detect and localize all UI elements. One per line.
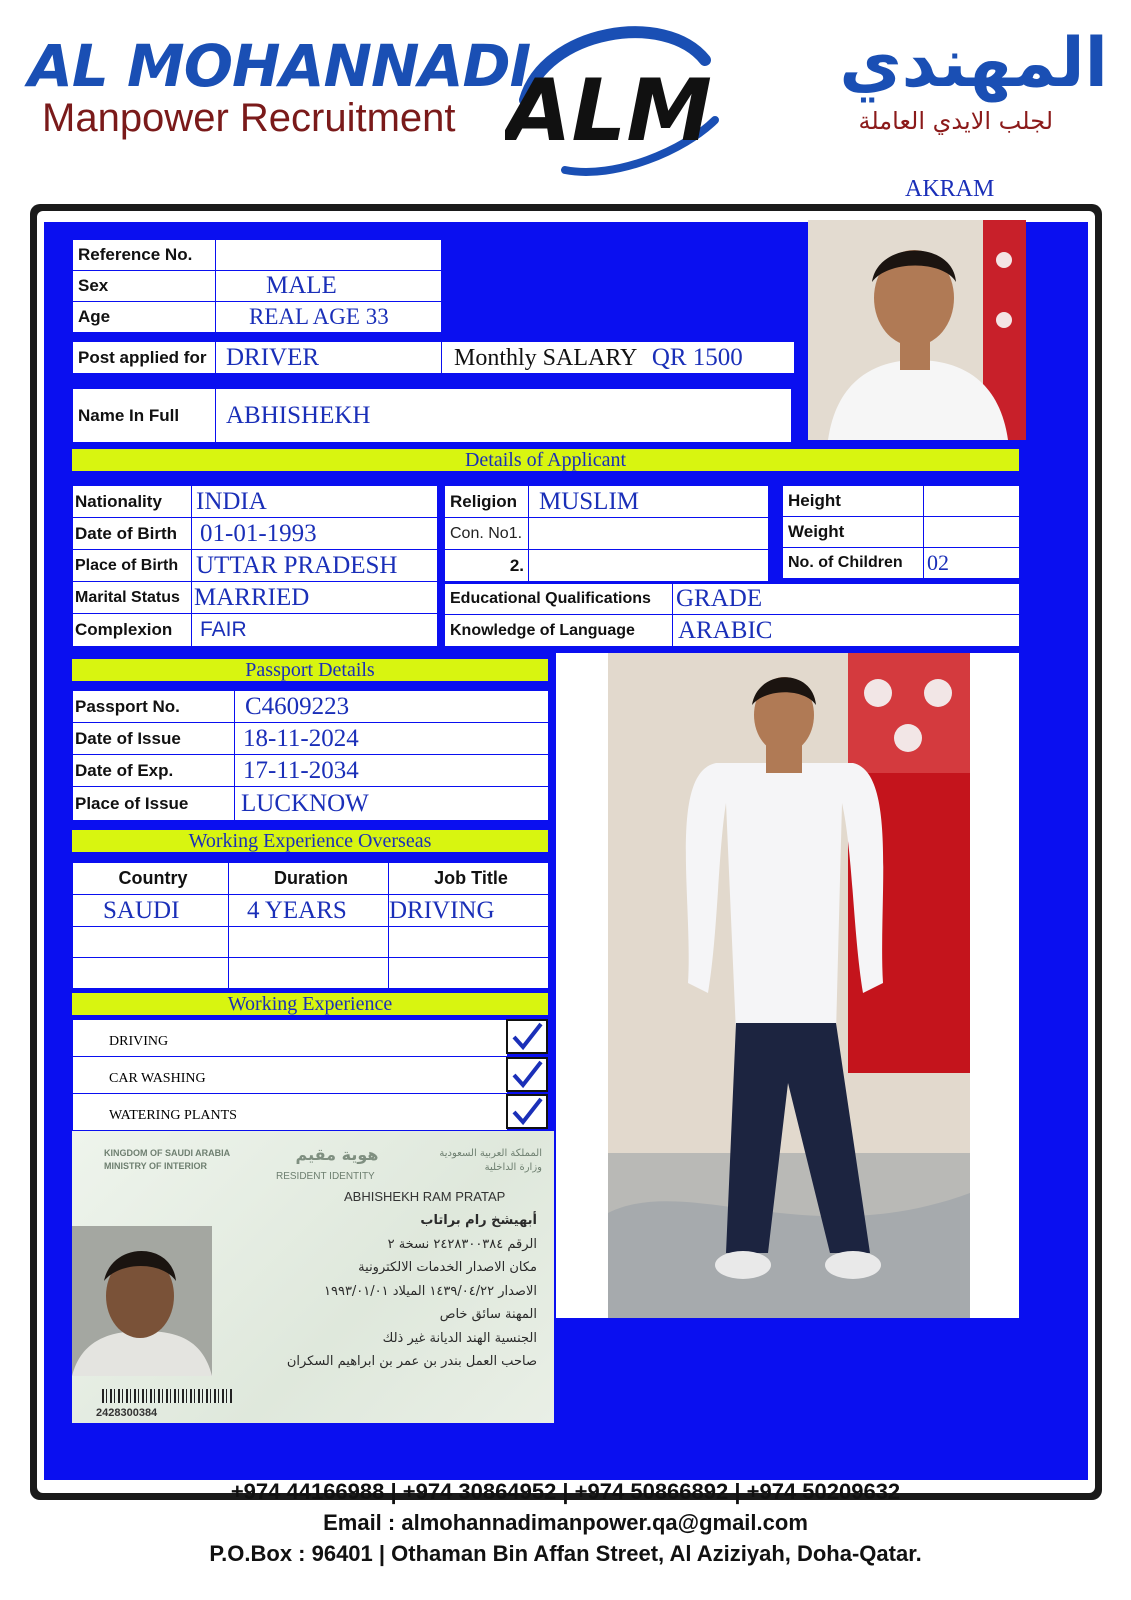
id-card-header-ar — [412, 1147, 542, 1175]
salary-cell — [442, 342, 795, 374]
id-card-line: الاصدار ١٤٣٩/٠٤/٢٢ الميلاد ١٩٩٣/٠١/٠١ — [324, 1283, 537, 1299]
experience-table — [72, 1019, 508, 1131]
marital-value: MARRIED — [192, 582, 438, 614]
weight-value — [924, 517, 1020, 548]
overseas-section-title: Working Experience Overseas — [72, 830, 548, 852]
post-salary-table — [72, 341, 795, 374]
sex-value: MALE — [216, 271, 442, 302]
overseas-cell: 4 YEARS — [229, 895, 389, 927]
id-card-title-ar: هوية مقيم — [295, 1145, 379, 1164]
details-section-title: Details of Applicant — [72, 449, 1019, 471]
religion-contact-table — [444, 485, 769, 582]
id-card-holder-name: ABHISHEKH RAM PRATAP — [344, 1189, 506, 1204]
id-card-title: RESIDENT IDENTITY — [276, 1171, 375, 1182]
overseas-header-duration: Duration — [229, 863, 389, 895]
passport-issue-value: 18-11-2024 — [235, 723, 549, 755]
height-value — [924, 486, 1020, 517]
overseas-cell — [389, 958, 549, 989]
dob-value: 01-01-1993 — [192, 518, 438, 550]
reference-table — [72, 239, 442, 333]
overseas-cell — [229, 958, 389, 989]
table-row — [73, 927, 549, 958]
id-card-line: صاحب العمل بندر بن عمر بن ابراهيم السكران — [286, 1354, 537, 1369]
checkmark-icon — [508, 1021, 546, 1052]
id-card-line: مكان الاصدار الخدمات الالكترونية — [358, 1260, 537, 1275]
applicant-full-body-photo — [608, 653, 970, 1318]
education-language-table — [444, 583, 1020, 647]
id-card-country-ar: المملكة العربية السعودية — [439, 1148, 542, 1159]
company-name: AL MOHANNADI — [28, 32, 531, 100]
company-subtitle-arabic: لجلب الايدي العاملة — [858, 107, 1053, 135]
name-label: Name In Full — [73, 389, 216, 443]
applicant-portrait-photo — [808, 220, 1026, 440]
id-card-ministry-ar: وزارة الداخلية — [484, 1162, 542, 1173]
experience-checkbox[interactable] — [506, 1094, 548, 1129]
nationality-value: INDIA — [192, 486, 438, 518]
resident-id-card — [72, 1131, 554, 1423]
pob-label: Place of Birth — [73, 550, 192, 582]
overseas-cell: DRIVING — [389, 895, 549, 927]
weight-label: Weight — [783, 517, 924, 548]
age-label: Age — [73, 302, 216, 333]
passport-place-label: Place of Issue — [73, 787, 235, 821]
contact2-label: 2. — [445, 550, 529, 582]
footer-phones: +974 44166988 | +974 30864952 | +974 50866892 | +974 50209632 — [230, 1479, 901, 1504]
id-card-number: 2428300384 — [96, 1407, 158, 1419]
sex-label: Sex — [73, 271, 216, 302]
complexion-value: FAIR — [192, 614, 438, 647]
id-card-line: الجنسية الهند الديانة غير ذلك — [382, 1330, 537, 1346]
passport-place-value: LUCKNOW — [235, 787, 549, 821]
reference-label: Reference No. — [73, 240, 216, 271]
contact1-value — [529, 518, 769, 550]
experience-item-label: WATERING PLANTS — [73, 1094, 508, 1131]
marital-label: Marital Status — [73, 582, 192, 614]
passport-expiry-label: Date of Exp. — [73, 755, 235, 787]
religion-label: Religion — [445, 486, 529, 518]
religion-value: MUSLIM — [529, 486, 769, 518]
checkmark-icon — [508, 1096, 546, 1127]
age-value: REAL AGE 33 — [216, 302, 442, 333]
table-row — [73, 958, 549, 989]
company-brand — [28, 32, 531, 140]
passport-table — [72, 690, 549, 821]
list-item — [73, 1057, 508, 1094]
footer — [0, 1476, 1131, 1569]
table-row — [73, 895, 549, 927]
post-value: DRIVER — [216, 342, 442, 374]
contact1-label: Con. No1. — [445, 518, 529, 550]
experience-item-label: DRIVING — [73, 1020, 508, 1057]
complexion-label: Complexion — [73, 614, 192, 647]
children-value: 02 — [924, 548, 1020, 579]
experience-checkbox[interactable] — [506, 1019, 548, 1054]
language-label: Knowledge of Language — [445, 615, 673, 647]
id-card-arabic-lines — [202, 1209, 537, 1374]
footer-email: Email : almohannadimanpower.qa@gmail.com — [323, 1510, 808, 1535]
overseas-cell — [389, 927, 549, 958]
id-card-photo — [72, 1226, 212, 1376]
checkmark-icon — [508, 1059, 546, 1090]
education-label: Educational Qualifications — [445, 584, 673, 615]
education-value: GRADE — [673, 584, 1020, 615]
overseas-cell — [73, 927, 229, 958]
salary-value: QR 1500 — [651, 343, 743, 371]
experience-section-title: Working Experience — [72, 993, 548, 1015]
name-table — [72, 388, 792, 443]
passport-section-title: Passport Details — [72, 659, 548, 681]
id-card-header-en — [104, 1147, 230, 1173]
alm-logo — [505, 20, 730, 180]
id-card-ministry: MINISTRY OF INTERIOR — [104, 1161, 208, 1171]
children-label: No. of Children — [783, 548, 924, 579]
passport-issue-label: Date of Issue — [73, 723, 235, 755]
pob-value: UTTAR PRADESH — [192, 550, 438, 582]
overseas-cell — [229, 927, 389, 958]
agent-name: AKRAM — [905, 176, 995, 202]
contact2-value — [529, 550, 769, 582]
dob-label: Date of Birth — [73, 518, 192, 550]
id-card-line: الرقم ٢٤٢٨٣٠٠٣٨٤ نسخة ٢ — [387, 1236, 537, 1252]
id-card-country: KINGDOM OF SAUDI ARABIA — [104, 1148, 231, 1158]
passport-expiry-value: 17-11-2034 — [235, 755, 549, 787]
passport-number-value: C4609223 — [235, 691, 549, 723]
reference-value — [216, 240, 442, 271]
id-card-line: المهنة سائق خاص — [439, 1307, 537, 1322]
passport-number-label: Passport No. — [73, 691, 235, 723]
personal-table — [72, 485, 438, 647]
height-label: Height — [783, 486, 924, 517]
overseas-cell: SAUDI — [73, 895, 229, 927]
nationality-label: Nationality — [73, 486, 192, 518]
id-card-barcode — [102, 1389, 232, 1403]
name-value: ABHISHEKH — [216, 389, 792, 443]
overseas-header-country: Country — [73, 863, 229, 895]
overseas-header-job: Job Title — [389, 863, 549, 895]
id-card-holder-name-ar: أبهيشخ رام براتاب — [420, 1213, 537, 1228]
experience-checkbox[interactable] — [506, 1057, 548, 1092]
company-brand-arabic — [748, 22, 1108, 136]
language-value: ARABIC — [673, 615, 1020, 647]
post-label: Post applied for — [73, 342, 216, 374]
overseas-cell — [73, 958, 229, 989]
footer-address: P.O.Box : 96401 | Othaman Bin Affan Street, Al Aziziyah, Doha-Qatar. — [209, 1541, 922, 1566]
list-item — [73, 1020, 508, 1057]
experience-item-label: CAR WASHING — [73, 1057, 508, 1094]
physical-table — [782, 485, 1020, 579]
list-item — [73, 1094, 508, 1131]
overseas-table — [72, 862, 549, 989]
salary-label: Monthly SALARY — [454, 344, 638, 371]
company-name-arabic: المهندي — [839, 24, 1108, 103]
alm-logo-text: ALM — [505, 61, 712, 161]
company-subtitle: Manpower Recruitment — [42, 96, 456, 140]
